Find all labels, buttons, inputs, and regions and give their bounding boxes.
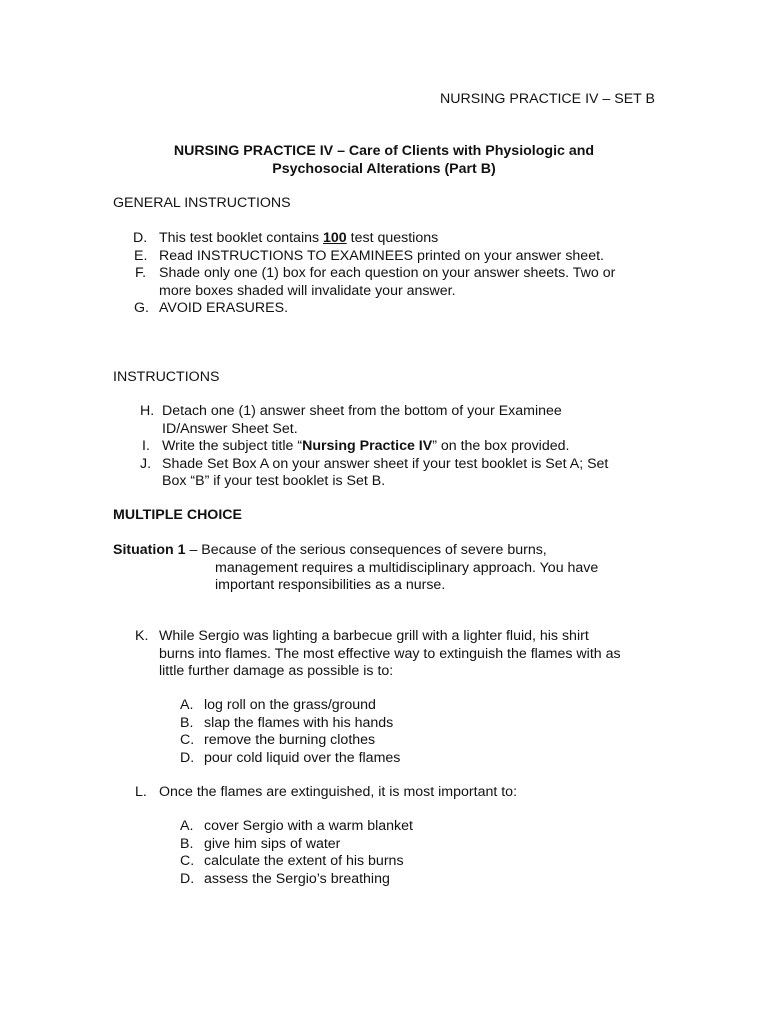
item-marker: H.	[140, 403, 155, 419]
item-marker: E.	[134, 247, 148, 264]
item-marker: F.	[135, 265, 147, 281]
question-text: Once the flames are extinguished, it is most important to:	[159, 784, 518, 800]
question-marker: K.	[135, 628, 149, 644]
choice-text: pour cold liquid over the flames	[204, 749, 401, 766]
question-marker: L.	[135, 784, 147, 800]
choice-text: calculate the extent of his burns	[204, 853, 404, 869]
title-line-1: NURSING PRACTICE IV – Care of Clients with Physiologic and	[173, 143, 595, 159]
item-text: Box “B” if your test booklet is Set B.	[162, 473, 386, 489]
item-marker: D.	[133, 230, 148, 246]
item-text: Detach one (1) answer sheet from the bottom of your Examinee	[162, 403, 562, 419]
choice-marker: B.	[180, 835, 194, 852]
choice-marker: D.	[180, 870, 195, 887]
item-text	[159, 230, 438, 248]
item-text-pre: Write the subject title “	[162, 438, 303, 454]
item-text: Read INSTRUCTIONS TO EXAMINEES printed on your answer sheet.	[159, 247, 604, 264]
choice-text: log roll on the grass/ground	[204, 697, 376, 713]
situation-label: Situation 1	[113, 542, 186, 558]
situation-text: management requires a multidisciplinary approach. You have	[215, 559, 599, 576]
item-text-pre: This test booklet contains	[159, 230, 324, 246]
item-text: more boxes shaded will invalidate your answer.	[159, 282, 456, 299]
choice-text: slap the flames with his hands	[204, 714, 394, 731]
item-text-post: test questions	[346, 230, 439, 246]
subject-title: Nursing Practice IV	[302, 438, 433, 454]
choice-text: give him sips of water	[204, 835, 341, 852]
general-instructions-heading: GENERAL INSTRUCTIONS	[113, 195, 291, 211]
situation-intro	[113, 542, 547, 560]
situation-text: important responsibilities as a nurse.	[215, 577, 446, 593]
item-text	[162, 438, 569, 456]
document-title	[0, 143, 768, 178]
title-line-2: Psychosocial Alterations (Part B)	[272, 160, 496, 177]
question-count: 100	[323, 230, 347, 246]
choice-text: cover Sergio with a warm blanket	[204, 818, 413, 834]
question-text: little further damage as possible is to:	[159, 663, 394, 679]
choice-text: assess the Sergio’s breathing	[204, 870, 390, 887]
item-marker: I.	[142, 438, 150, 454]
item-marker: G.	[134, 300, 149, 316]
choice-text: remove the burning clothes	[204, 732, 376, 748]
choice-marker: A.	[180, 818, 194, 834]
multiple-choice-heading: MULTIPLE CHOICE	[113, 507, 242, 523]
item-text: Shade only one (1) box for each question on your answer sheets. Two or	[159, 265, 616, 281]
page-header: NURSING PRACTICE IV – SET B	[440, 91, 655, 107]
item-marker: J.	[140, 455, 152, 472]
choice-marker: D.	[180, 749, 195, 766]
item-text: Shade Set Box A on your answer sheet if your test booklet is Set A; Set	[162, 455, 609, 472]
choice-marker: A.	[180, 697, 194, 713]
item-text-post: ” on the box provided.	[432, 438, 570, 454]
question-text: burns into flames. The most effective way to extinguish the flames with as	[159, 645, 621, 662]
choice-marker: C.	[180, 853, 195, 869]
item-text: ID/Answer Sheet Set.	[162, 420, 298, 437]
choice-marker: B.	[180, 714, 194, 731]
instructions-heading: INSTRUCTIONS	[113, 369, 220, 385]
situation-text: – Because of the serious consequences of severe burns,	[185, 542, 547, 558]
item-text: AVOID ERASURES.	[159, 300, 289, 316]
choice-marker: C.	[180, 732, 195, 748]
question-text: While Sergio was lighting a barbecue grill with a lighter fluid, his shirt	[159, 628, 589, 644]
